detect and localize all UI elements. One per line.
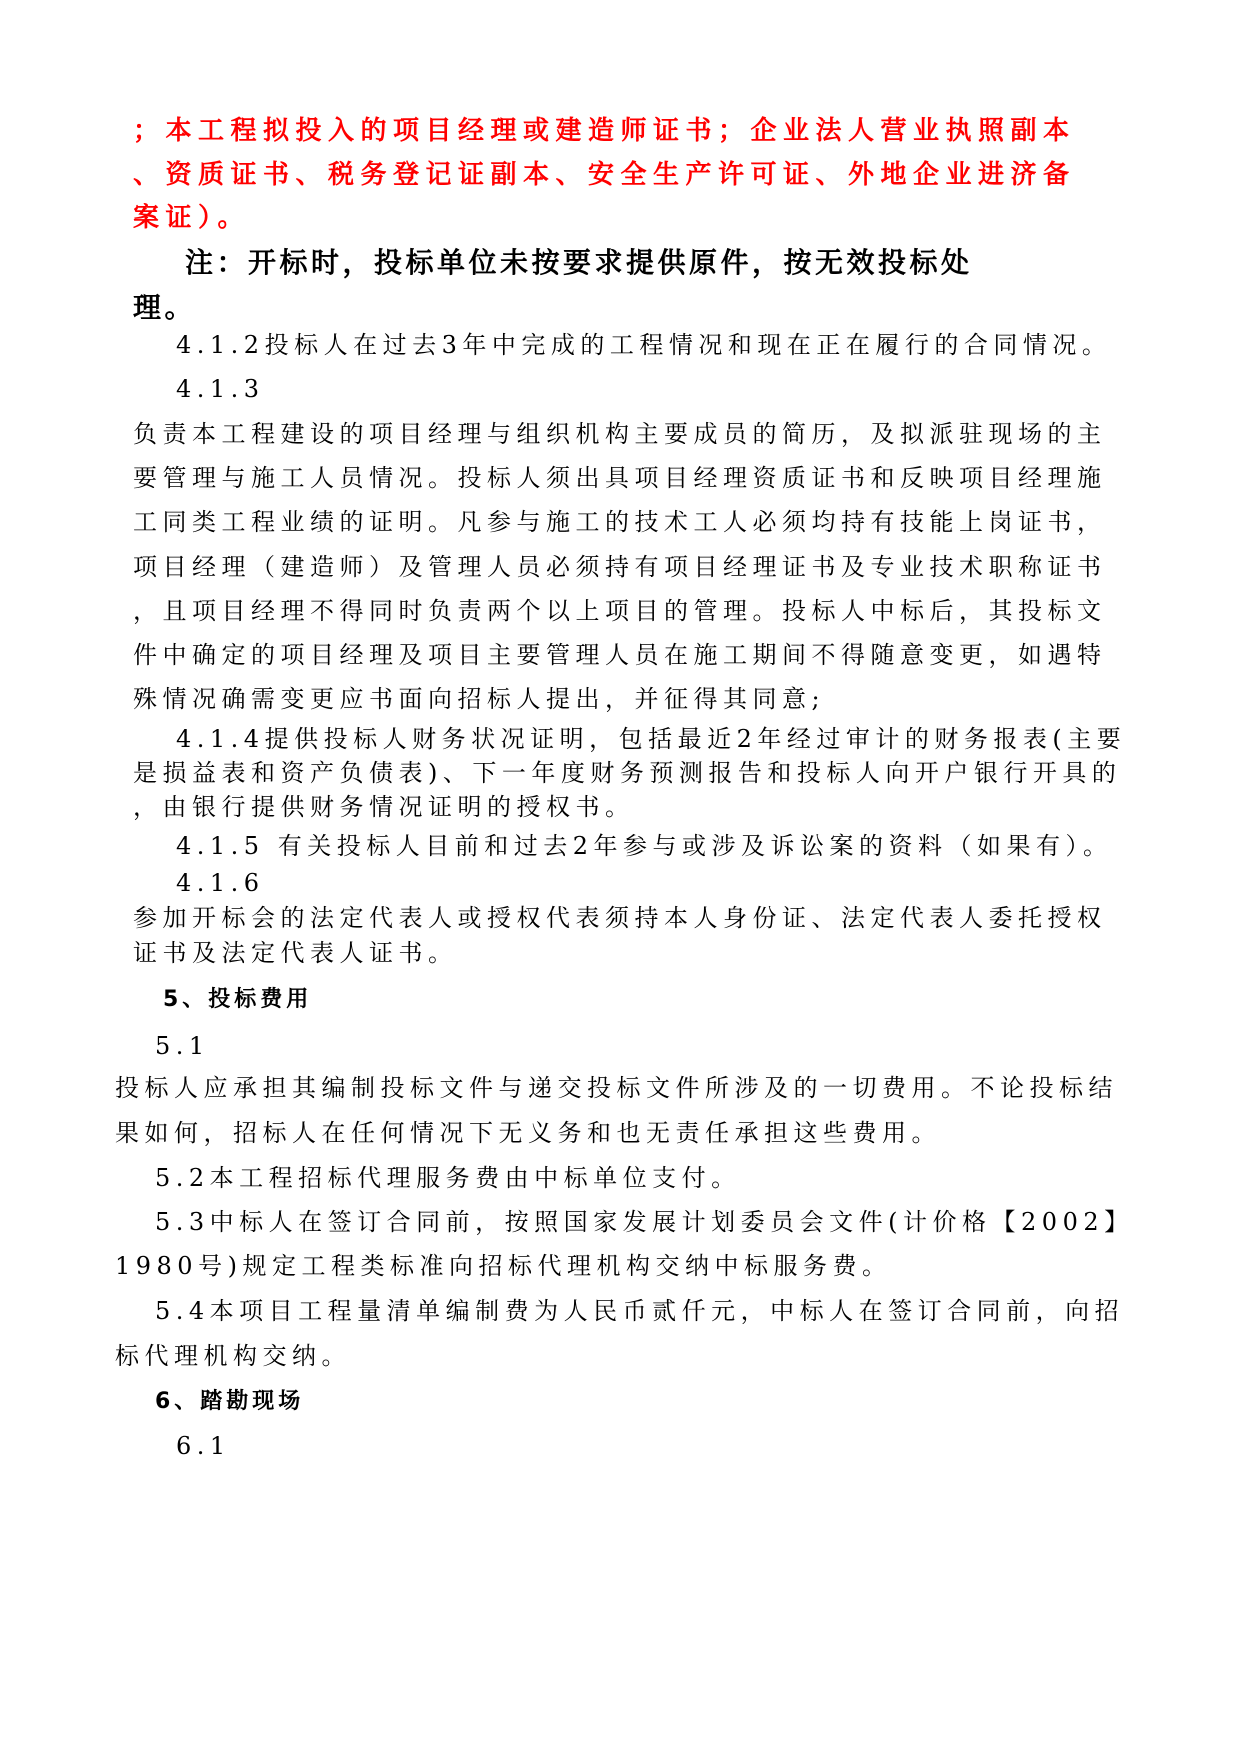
- clause-4-1-4-line-3: ，由银行提供财务情况证明的授权书。: [133, 793, 635, 821]
- clause-5-3-line-2: 1980号)规定工程类标准向招标代理机构交纳中标服务费。: [115, 1252, 892, 1280]
- section-5-heading: 5、投标费用: [163, 987, 313, 1012]
- red-line-1: ；本工程拟投入的项目经理或建造师证书；企业法人营业执照副本: [133, 116, 1076, 146]
- clause-5-4-line-1: 5.4本项目工程量清单编制费为人民币贰仟元，中标人在签订合同前，向招: [155, 1297, 1125, 1325]
- clause-4-1-4-line-2: 是损益表和资产负债表)、下一年度财务预测报告和投标人向开户银行开具的: [133, 759, 1122, 787]
- clause-4-1-6-line-2: 证书及法定代表人证书。: [133, 939, 458, 967]
- clause-4-1-4-line-1: 4.1.4提供投标人财务状况证明，包括最近2年经过审计的财务报表(主要: [176, 725, 1127, 753]
- clause-4-1-6-line-1: 参加开标会的法定代表人或授权代表须持本人身份证、法定代表人委托授权: [133, 904, 1107, 932]
- clause-4-1-3-line-1: 负责本工程建设的项目经理与组织机构主要成员的简历，及拟派驻现场的主: [133, 420, 1107, 448]
- red-line-3: 案证）。: [133, 203, 251, 233]
- clause-4-1-3-line-4: 项目经理（建造师）及管理人员必须持有项目经理证书及专业技术职称证书: [133, 553, 1107, 581]
- note-line-2: 理。: [133, 291, 197, 324]
- clause-5-3-line-1: 5.3中标人在签订合同前，按照国家发展计划委员会文件(计价格【2002】: [155, 1208, 1134, 1236]
- clause-5-1-line-1: 投标人应承担其编制投标文件与递交投标文件所涉及的一切费用。不论投标结: [115, 1074, 1118, 1102]
- clause-4-1-3-line-7: 殊情况确需变更应书面向招标人提出，并征得其同意;: [133, 685, 826, 713]
- section-6-heading: 6、踏勘现场: [155, 1389, 305, 1414]
- clause-4-1-3-line-2: 要管理与施工人员情况。投标人须出具项目经理资质证书和反映项目经理施: [133, 464, 1107, 492]
- clause-5-2: 5.2本工程招标代理服务费由中标单位支付。: [155, 1164, 741, 1192]
- clause-4-1-3-number: 4.1.3: [176, 375, 265, 403]
- note-line-1: 注：开标时，投标单位未按要求提供原件，按无效投标处: [185, 246, 973, 279]
- clause-4-1-6-number: 4.1.6: [176, 869, 265, 897]
- clause-4-1-3-line-5: ，且项目经理不得同时负责两个以上项目的管理。投标人中标后，其投标文: [133, 597, 1107, 625]
- red-line-2: 、资质证书、税务登记证副本、安全生产许可证、外地企业进济备: [133, 160, 1076, 190]
- clause-4-1-5: 4.1.5 有关投标人目前和过去2年参与或涉及诉讼案的资料（如果有）。: [176, 832, 1113, 860]
- clause-5-4-line-2: 标代理机构交纳。: [115, 1342, 351, 1370]
- clause-4-1-3-line-6: 件中确定的项目经理及项目主要管理人员在施工期间不得随意变更，如遇特: [133, 641, 1107, 669]
- clause-5-1-number: 5.1: [155, 1032, 210, 1060]
- clause-4-1-2: 4.1.2投标人在过去3年中完成的工程情况和现在正在履行的合同情况。: [176, 331, 1112, 359]
- clause-6-1-number: 6.1: [176, 1432, 231, 1460]
- clause-4-1-3-line-3: 工同类工程业绩的证明。凡参与施工的技术工人必须均持有技能上岗证书，: [133, 508, 1107, 536]
- clause-5-1-line-2: 果如何，招标人在任何情况下无义务和也无责任承担这些费用。: [115, 1119, 941, 1147]
